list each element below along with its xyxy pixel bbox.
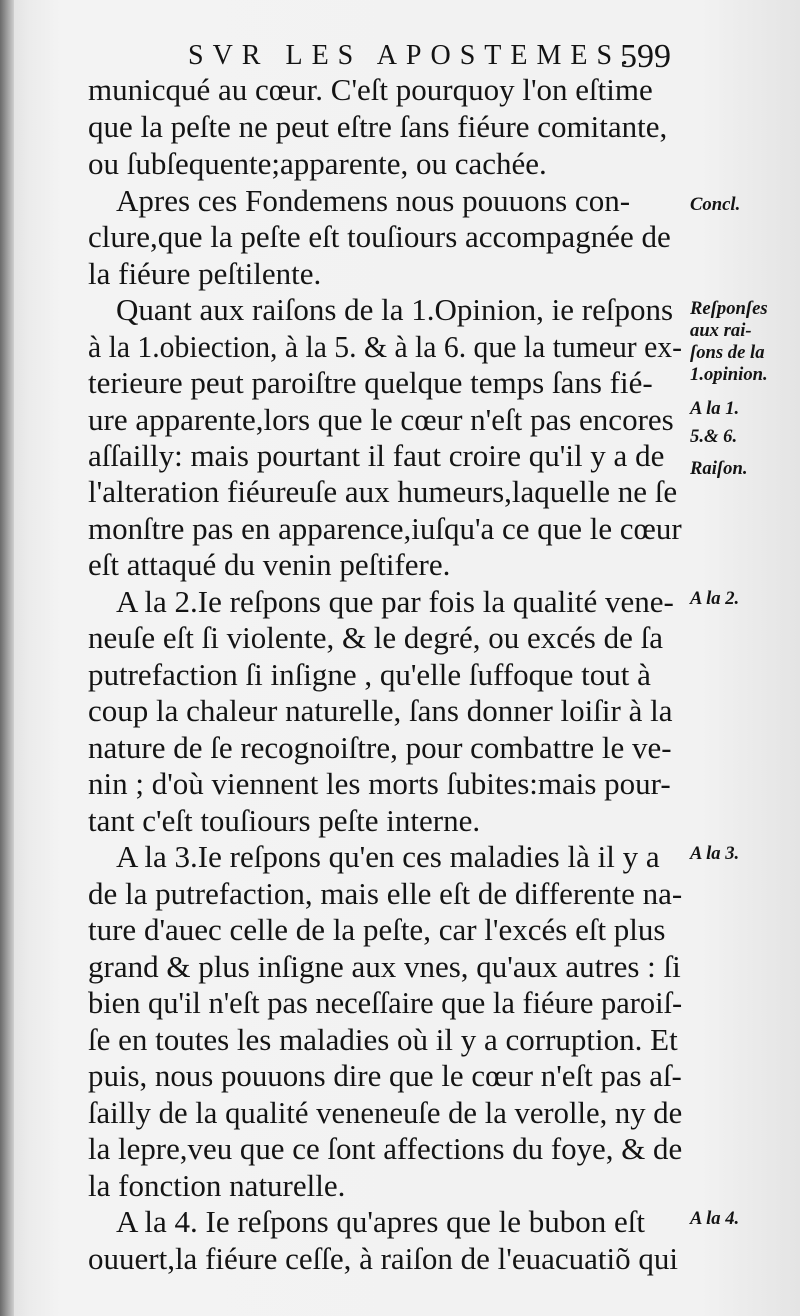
body-line: terieure peut paroiſtre quelque temps ſans fié- bbox=[88, 365, 653, 400]
margin-note-responses: ſons de la bbox=[690, 342, 765, 363]
body-line: tant c'eſt touſiours peſte interne. bbox=[88, 803, 481, 838]
body-line: neuſe eſt ſi violente, & le degré, ou excés de ſa bbox=[88, 620, 663, 655]
margin-note-responses: 1.opinion. bbox=[690, 364, 768, 385]
margin-note-a-la-4: A la 4. bbox=[690, 1208, 740, 1229]
body-line: coup la chaleur naturelle, ſans donner loiſir à la bbox=[88, 693, 673, 728]
body-line: puis, nous pouuons dire que le cœur n'eſt pas aſ- bbox=[88, 1058, 682, 1093]
body-line: bien qu'il n'eſt pas neceſſaire que la fiéure paroiſ- bbox=[88, 985, 683, 1020]
body-line: de la putrefaction, mais elle eſt de differente na- bbox=[88, 876, 683, 911]
margin-note-raison: Raiſon. bbox=[690, 458, 748, 479]
margin-note-a-la-2: A la 2. bbox=[690, 588, 740, 609]
page-number: 599 bbox=[620, 38, 671, 75]
body-line: la fonction naturelle. bbox=[88, 1168, 346, 1203]
body-line: Apres ces Fondemens nous pouuons con- bbox=[116, 183, 631, 218]
body-line: nin ; d'où viennent les morts ſubites:mais pour- bbox=[88, 766, 671, 801]
body-line: A la 4. Ie reſpons qu'apres que le bubon eſt bbox=[116, 1204, 645, 1239]
body-line: ouuert,la fiéure ceſſe, à raiſon de l'euacuatiõ qui bbox=[88, 1241, 678, 1276]
body-line: municqué au cœur. C'eſt pourquoy l'on eſtime bbox=[88, 72, 653, 107]
body-line: putrefaction ſi inſigne , qu'elle ſuffoque tout à bbox=[88, 657, 651, 692]
body-line: grand & plus inſigne aux vnes, qu'aux autres : ſi bbox=[88, 949, 681, 984]
body-line: nature de ſe recognoiſtre, pour combattre le ve- bbox=[88, 730, 672, 765]
body-line: ture d'auec celle de la peſte, car l'excés eſt plus bbox=[88, 912, 666, 947]
body-line: la lepre,veu que ce ſont affections du foye, & de bbox=[88, 1131, 683, 1166]
body-line: à la 1.obiection, à la 5. & à la 6. que la tumeur ex- bbox=[88, 329, 682, 364]
body-line: clure,que la peſte eſt touſiours accompagnée de bbox=[88, 219, 671, 254]
body-line: ſe en toutes les maladies où il y a corruption. Et bbox=[88, 1022, 678, 1057]
body-line: A la 2.Ie reſpons que par fois la qualité vene- bbox=[116, 584, 674, 619]
margin-note-responses: Reſponſes bbox=[690, 298, 768, 319]
margin-note-a-la-3: A la 3. bbox=[690, 843, 740, 864]
body-line: l'alteration fiéureuſe aux humeurs,laquelle ne ſe bbox=[88, 474, 678, 509]
body-line: ſailly de la qualité veneneuſe de la verolle, ny de bbox=[88, 1095, 683, 1130]
body-line: que la peſte ne peut eſtre ſans fiéure comitante, bbox=[88, 109, 668, 144]
body-line: aſſailly: mais pourtant il faut croire qu'il y a de bbox=[88, 438, 665, 473]
body-line: ou ſubſequente;apparente, ou cachée. bbox=[88, 146, 547, 181]
margin-note-conclusion: Concl. bbox=[690, 194, 741, 215]
body-line: Quant aux raiſons de la 1.Opinion, ie reſpons bbox=[116, 292, 674, 327]
body-line: la fiéure peſtilente. bbox=[88, 256, 322, 291]
margin-note-responses: aux rai- bbox=[690, 320, 752, 341]
margin-note-a-la-1: A la 1. bbox=[690, 398, 740, 419]
body-line: monſtre pas en apparence,iuſqu'a ce que le cœur bbox=[88, 511, 682, 546]
body-line: eſt attaqué du venin peſtifere. bbox=[88, 547, 451, 582]
body-line: ure apparente,lors que le cœur n'eſt pas encores bbox=[88, 402, 674, 437]
body-line: A la 3.Ie reſpons qu'en ces maladies là il y a bbox=[116, 839, 660, 874]
margin-note-5-6: 5.& 6. bbox=[690, 426, 738, 447]
running-title: SVR LES APOSTEMES. bbox=[188, 40, 638, 71]
